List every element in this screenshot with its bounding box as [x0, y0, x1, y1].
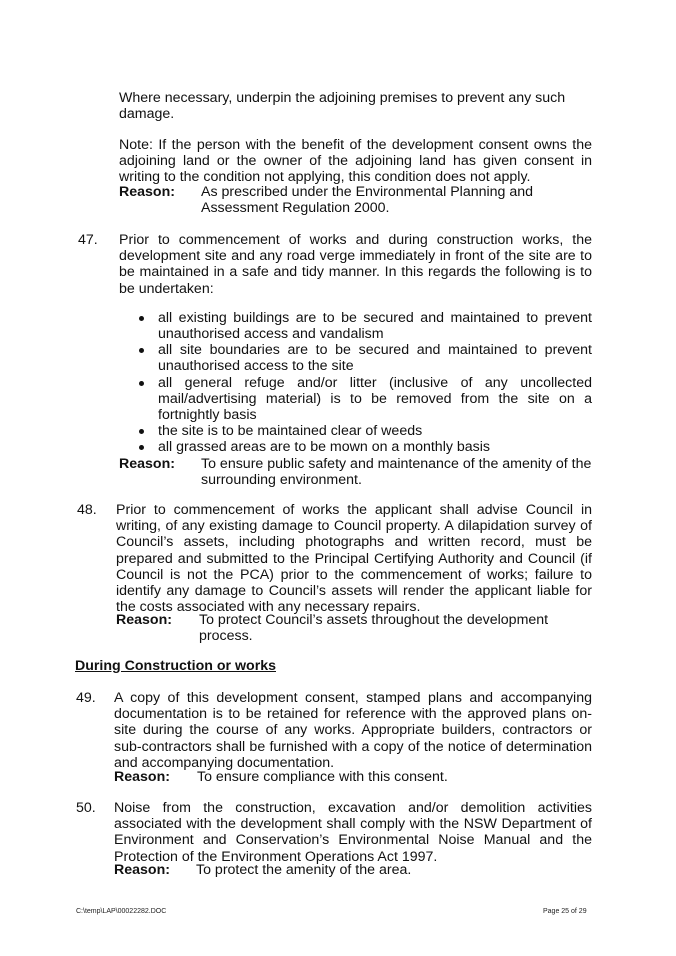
condition-number-48: 48.: [77, 502, 97, 518]
note-paragraph: Note: If the person with the benefit of the development consent owns the adjoining land or the owner of the adjoining land has given consent in writing to the condition not applying, this condition does not apply.: [119, 137, 592, 186]
reason-text: To ensure compliance with this consent.: [197, 769, 448, 785]
bullet-icon: [139, 429, 144, 434]
underpin-paragraph: Where necessary, underpin the adjoining premises to prevent any such damage.: [119, 90, 566, 123]
list-item: all grassed areas are to be mown on a monthly basis: [158, 439, 491, 455]
condition-number-49: 49.: [76, 690, 96, 706]
section-heading: During Construction or works: [75, 658, 276, 674]
condition-number-50: 50.: [76, 800, 96, 816]
bullet-icon: [139, 381, 144, 386]
list-item: the site is to be maintained clear of weeds: [158, 423, 423, 439]
condition-48-text: Prior to commencement of works the applicant shall advise Council in writing, of any existing damage to Council property. A dilapidation survey of Council’s assets, including photographs and written record, must be prepared and submitted to the Principal Certifying Authority and Council (if Council is not the PCA) prior to the commencement of works; failure to identify any damage to Council’s assets will render the applicant liable for the costs associated with any necessary repairs.: [116, 502, 592, 616]
footer-page-number: Page 25 of 29: [543, 908, 587, 915]
condition-49-text: A copy of this development consent, stamped plans and accompanying documentation is to be retained for reference with the approved plans on-site during the course of any works. Appropriate builders, contractors or sub-contractors shall be furnished with a copy of the notice of determination and accompanying documentation.: [114, 690, 592, 771]
condition-number-47: 47.: [78, 232, 98, 248]
footer-file-path: C:\temp\LAP\00022282.DOC: [76, 908, 167, 915]
reason-text-line1: To protect Council’s assets throughout the development: [199, 612, 549, 628]
reason-text-line1: As prescribed under the Environmental Planning and: [201, 184, 534, 200]
condition-50-text: Noise from the construction, excavation and/or demolition activities associated with the development shall comply with the NSW Department of Environment and Conservation’s Environmental Noise Manual and the Protection of the Environment Operations Act 1997.: [114, 800, 592, 865]
reason-text: To protect the amenity of the area.: [196, 862, 412, 878]
bullet-icon: [139, 348, 144, 353]
list-item: all existing buildings are to be secured and maintained to prevent unauthorised access and vandalism: [158, 310, 592, 343]
list-item: all general refuge and/or litter (inclusive of any uncollected mail/advertising material) is to be removed from the site on a fortnightly basis: [158, 375, 592, 424]
bullet-icon: [139, 316, 144, 321]
reason-text-line2: Assessment Regulation 2000.: [201, 200, 390, 216]
bullet-icon: [139, 445, 144, 450]
reason-text-line2: process.: [199, 628, 253, 644]
reason-text: To ensure public safety and maintenance of the amenity of the surrounding environment.: [201, 456, 592, 489]
reason-label: Reason:: [119, 184, 175, 200]
reason-label: Reason:: [116, 612, 172, 628]
reason-label: Reason:: [114, 769, 170, 785]
reason-label: Reason:: [114, 862, 170, 878]
condition-47-text: Prior to commencement of works and during construction works, the development site and any road verge immediately in front of the site are to be maintained in a safe and tidy manner. In this regards the following is to be undertaken:: [119, 232, 592, 297]
list-item: all site boundaries are to be secured and maintained to prevent unauthorised access to the site: [158, 342, 592, 375]
reason-label: Reason:: [119, 456, 175, 472]
